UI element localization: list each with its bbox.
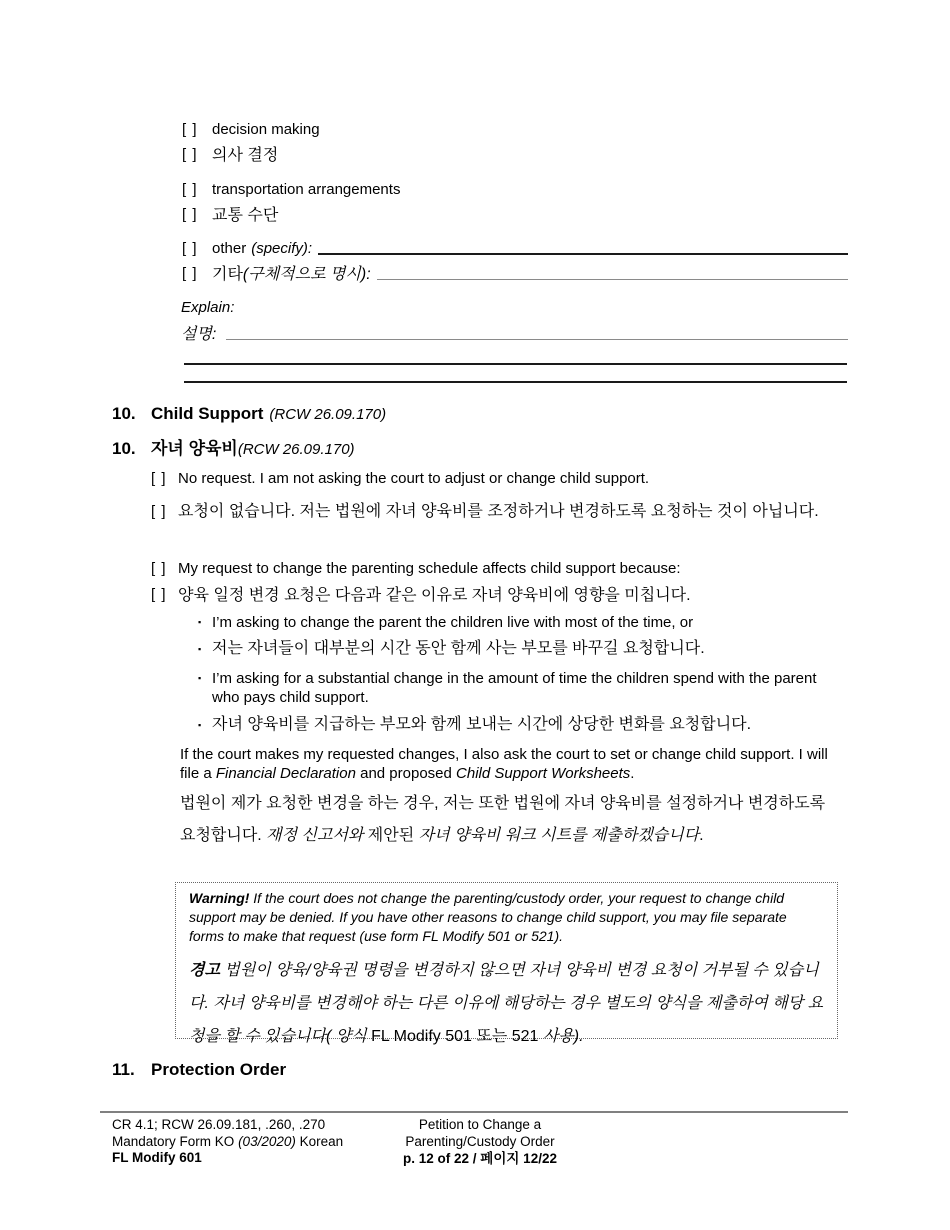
checkbox-transportation-en[interactable]: [ ] [182,181,198,198]
affects-label-en: My request to change the parenting schedule affects child support because: [178,560,681,577]
bullet-icon: ▪ [198,673,202,683]
bullet-list [198,613,848,736]
section-10-rcw-ko: (RCW 26.09.170) [237,441,355,458]
checkbox-affects-ko[interactable]: [ ] [151,586,167,603]
paragraph-text-ko: 법원이 제가 요청한 변경을 하는 경우, 저는 또한 법원에 자녀 양육비를 설정하거나 변경하도록 요청합니다. [180,795,826,844]
option-decision-making [182,120,848,167]
section-10-rcw-en: (RCW 26.09.170) [269,406,387,423]
bullet-change-parent-text-en: I’m asking to change the parent the children live with most of the time, or [212,614,694,631]
option-other [182,239,848,286]
bullet-icon: ▪ [198,617,202,627]
footer-doc-title-line2: Parenting/Custody Order [405,1133,555,1149]
option-other-label-ko: 기타 [212,266,243,283]
no-request-group [151,469,848,527]
option-decision-making-row-ko [182,145,848,167]
no-request-row-ko [151,496,848,527]
paragraph-text-en: If the court makes my requested changes, I also ask the court to set or change child support. I will file a [180,746,828,782]
checkbox-decision-making-ko[interactable]: [ ] [182,146,198,163]
checkbox-other-ko[interactable]: [ ] [182,265,198,282]
other-specify-writein-line-en[interactable] [318,239,848,255]
explain-writein-rule-1[interactable] [184,363,847,365]
explain-label-en: Explain: [181,299,235,316]
footer-doc-title-line1: Petition to Change a [418,1117,542,1132]
option-decision-making-label-en: decision making [212,121,320,138]
footer-form-number: FL Modify 601 [112,1150,202,1165]
section-10-number-en: 10. [112,404,136,423]
option-other-specify-ko: (구체적으로 명시): [242,266,371,283]
footer-citation: CR 4.1; RCW 26.09.181, .260, .270 [112,1117,326,1132]
bullet-item-substantial-change-en [198,669,848,707]
bullet-item-substantial-change-ko [198,714,848,736]
option-transportation-label-ko: 교통 수단 [212,207,279,224]
option-transportation-row-en [182,180,848,200]
footer-form-info [112,1134,343,1151]
section-11-title: Protection Order [151,1060,287,1079]
warning-box [175,882,838,1045]
section-11-number: 11. [112,1060,135,1079]
no-request-row-en [151,469,848,489]
child-support-paragraph-ko [180,788,842,852]
no-request-label-en: No request. I am not asking the court to adjust or change child support. [178,470,650,487]
section-11-heading [112,1060,286,1080]
option-other-row-ko [182,264,848,286]
explain-label-ko: 설명: [181,326,217,343]
paragraph-text-ko: . [699,827,704,844]
explain-block [181,298,848,346]
footer-form-info-text: Mandatory Form KO [112,1133,235,1149]
checkbox-other-en[interactable]: [ ] [182,240,198,257]
warning-form-reference: FL Modify 501 또는 521 [371,1028,539,1045]
explain-writein-rule-2[interactable] [184,381,847,383]
footer-divider [100,1111,848,1113]
paragraph-text-en: and proposed [355,765,457,782]
warning-body-en: If the court does not change the parenting/custody order, your request to change child support may be denied. If you have other reasons to change child support, you may file separate forms to make that request (use form FL Modify 501 or 521). [189,890,787,944]
checkbox-affects-en[interactable]: [ ] [151,560,167,577]
checkbox-no-request-ko[interactable]: [ ] [151,503,167,520]
warning-body-ko: 사용). [538,1028,584,1045]
child-support-paragraph [180,745,842,852]
section-10-number-ko: 10. [112,439,136,458]
bullet-item-change-parent-ko [198,638,848,660]
option-transportation-label-en: transportation arrangements [212,181,401,198]
warning-text-ko [189,954,825,1053]
child-support-worksheets-title-ko: 자녀 양육비 워크 시트를 제출하겠습니다 [418,827,700,844]
warning-text-en [189,889,825,946]
footer-page-number: p. 12 of 22 / 페이지 12/22 [403,1151,557,1166]
financial-declaration-title-ko: 재정 신고서와 [266,827,364,844]
affects-label-ko: 양육 일정 변경 요청은 다음과 같은 이유로 자녀 양육비에 영향을 미칩니다. [178,587,691,604]
bullet-substantial-change-text-en: I’m asking for a substantial change in the amount of time the children spend with the parent who pays child support. [212,670,817,706]
other-specify-writein-line-ko[interactable] [377,264,848,280]
explain-writein-line[interactable] [226,324,848,340]
footer-form-date: (03/2020) [238,1133,296,1149]
checkbox-decision-making-en[interactable]: [ ] [182,121,198,138]
checkbox-transportation-ko[interactable]: [ ] [182,206,198,223]
footer-left-block [112,1117,343,1167]
option-transportation-row-ko [182,205,848,227]
section-10-title-ko: 자녀 양육비 [151,439,238,458]
option-other-specify-en: (specify): [251,240,313,257]
footer-form-language: Korean [299,1133,344,1149]
section-10-title-en: Child Support [151,404,264,423]
option-other-label-en: other [212,240,247,257]
paragraph-text-en: . [630,765,635,782]
section-10-heading-en [112,404,386,424]
no-request-label-ko: 요청이 없습니다. 저는 법원에 자녀 양육비를 조정하거나 변경하도록 요청하는 것이 아닙니다. [178,503,819,520]
paragraph-text-ko: 제안된 [363,827,419,844]
affects-group [151,559,848,607]
bullet-item-change-parent-en [198,613,848,632]
bullet-icon: ▪ [198,644,202,654]
warning-label-en: Warning! [189,890,250,906]
bullet-change-parent-text-ko: 저는 자녀들이 대부분의 시간 동안 함께 사는 부모를 바꾸길 요청합니다. [212,640,705,657]
option-decision-making-label-ko: 의사 결정 [212,147,279,164]
warning-label-ko: 경고 [189,962,220,979]
child-support-paragraph-en [180,745,828,783]
section-10-heading-ko [112,434,355,459]
footer-center-block [320,1117,640,1168]
bullet-icon: ▪ [198,720,202,730]
affects-row-en [151,559,848,579]
affects-row-ko [151,585,848,607]
option-decision-making-row-en [182,120,848,140]
bullet-substantial-change-text-ko: 자녀 양육비를 지급하는 부모와 함께 보내는 시간에 상당한 변화를 요청합니다. [212,716,752,733]
option-other-row-en [182,239,848,259]
warning-body-ko: 법원이 양육/양육권 명령을 변경하지 않으면 자녀 양육비 변경 요청이 거부될 수 있습니다. 자녀 양육비를 변경해야 하는 다른 이유에 해당하는 경우 별도의 양식을 제출하여 해당 요청을 할 수 있습니다( 양식 [189,962,824,1045]
child-support-worksheets-title: Child Support Worksheets [456,765,631,782]
explain-row-ko [181,324,848,346]
checkbox-no-request-en[interactable]: [ ] [151,470,167,487]
financial-declaration-title: Financial Declaration [215,765,356,782]
option-transportation [182,180,848,227]
